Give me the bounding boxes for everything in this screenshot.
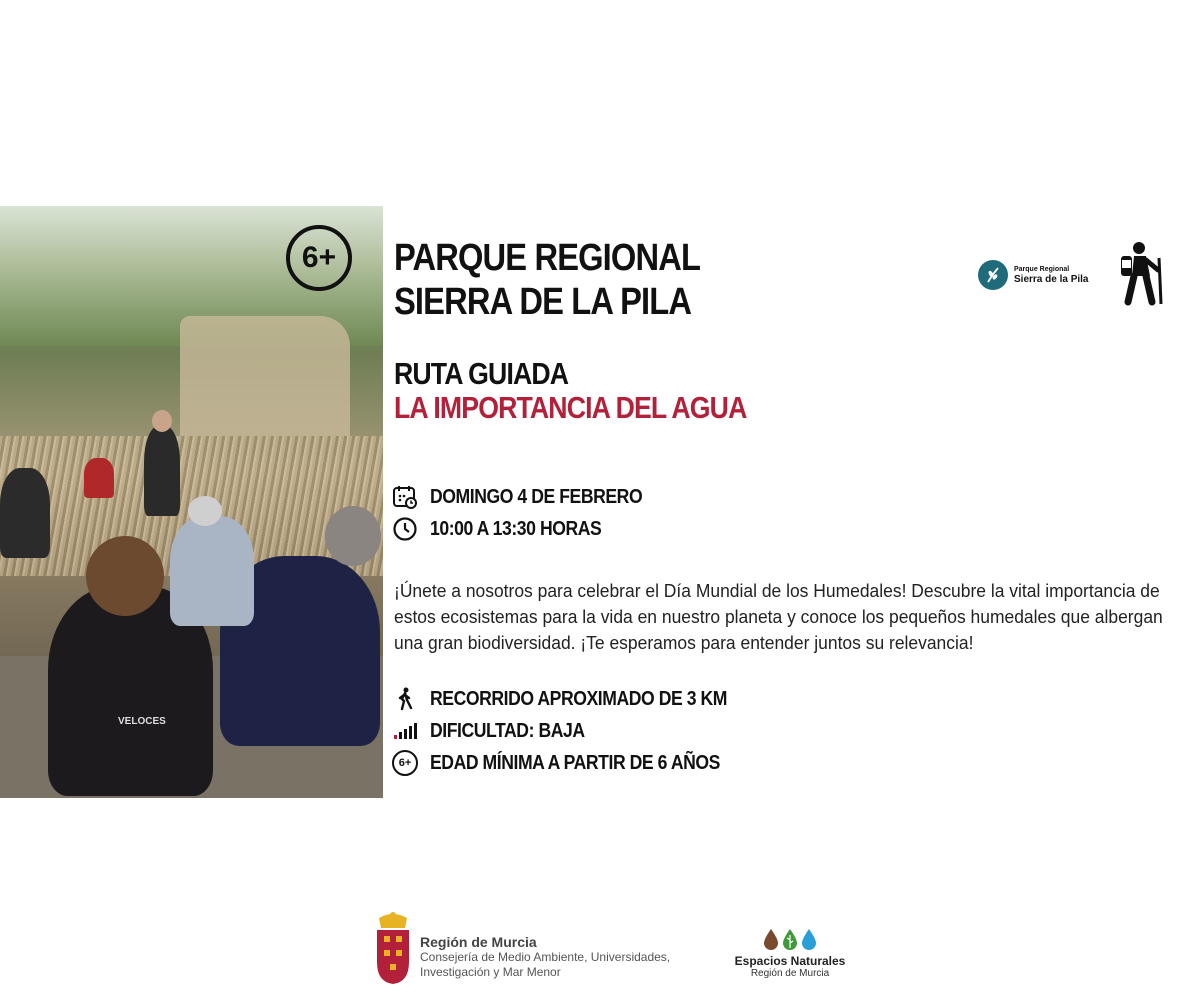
event-kicker: RUTA GUIADA xyxy=(394,356,569,391)
park-leaf-icon xyxy=(978,260,1008,290)
espacios-naturales-logo xyxy=(734,928,846,979)
hero-photo xyxy=(0,206,383,798)
green-leaf-drop-icon xyxy=(782,928,798,950)
hiker-icon xyxy=(1118,240,1166,306)
age-badge: 6+ xyxy=(286,225,352,291)
photo-person-head xyxy=(188,496,222,526)
espacios-title: Espacios Naturales xyxy=(734,954,846,968)
espacios-drops xyxy=(734,928,846,950)
page-title xyxy=(394,236,721,324)
photo-rock-wall xyxy=(180,316,350,436)
park-logo-big-text: Sierra de la Pila xyxy=(1014,274,1089,285)
region-title: Región de Murcia xyxy=(420,934,537,950)
title-line-1: PARQUE REGIONAL xyxy=(394,237,701,279)
event-date: DOMINGO 4 DE FEBRERO xyxy=(430,485,643,508)
brown-drop-icon xyxy=(763,928,779,950)
time-row xyxy=(392,516,625,542)
title-line-2: SIERRA DE LA PILA xyxy=(394,281,692,323)
difficulty-row xyxy=(392,718,606,744)
photo-person-head xyxy=(152,410,172,432)
date-row xyxy=(392,484,671,510)
photo-person xyxy=(144,426,180,516)
photo-person xyxy=(0,468,50,558)
photo-shirt-text: VELOCES xyxy=(118,716,166,727)
age-icon-text: 6+ xyxy=(398,757,412,769)
event-time: 10:00 A 13:30 HORAS xyxy=(430,517,602,540)
clock-icon xyxy=(392,516,418,542)
difficulty-bars-icon xyxy=(392,718,418,744)
espacios-sub: Región de Murcia xyxy=(750,968,830,979)
region-murcia-logo xyxy=(374,910,670,986)
event-description: ¡Únete a nosotros para celebrar el Día Mundial de los Humedales! Descubre la vital importancia de estos ecosistemas para la vida en nuestro planeta y conoce los pequeños humedales que albergan una gran biodiversidad. ¡Te esperamos para entender juntos su relevancia! xyxy=(394,581,1163,653)
event-name: LA IMPORTANCIA DEL AGUA xyxy=(394,390,747,425)
walking-icon xyxy=(392,686,418,712)
age-six-plus-icon xyxy=(392,750,418,776)
park-logo xyxy=(978,260,1089,290)
park-logo-small-text: Parque Regional xyxy=(1014,266,1070,273)
photo-person xyxy=(84,458,114,498)
event-difficulty: DIFICULTAD: BAJA xyxy=(430,719,585,742)
calendar-icon xyxy=(392,484,418,510)
age-row xyxy=(392,750,759,776)
event-distance: RECORRIDO APROXIMADO DE 3 KM xyxy=(430,687,728,710)
region-dept-line-2: Investigación y Mar Menor xyxy=(420,965,561,979)
region-dept-line-1: Consejería de Medio Ambiente, Universidades, xyxy=(420,950,671,964)
region-coat-of-arms-icon xyxy=(374,910,412,986)
photo-person-head xyxy=(86,536,164,616)
blue-drop-icon xyxy=(801,928,817,950)
photo-person xyxy=(170,516,254,626)
distance-row xyxy=(392,686,768,712)
photo-person-head xyxy=(325,506,381,566)
event-min-age: EDAD MÍNIMA A PARTIR DE 6 AÑOS xyxy=(430,751,720,774)
